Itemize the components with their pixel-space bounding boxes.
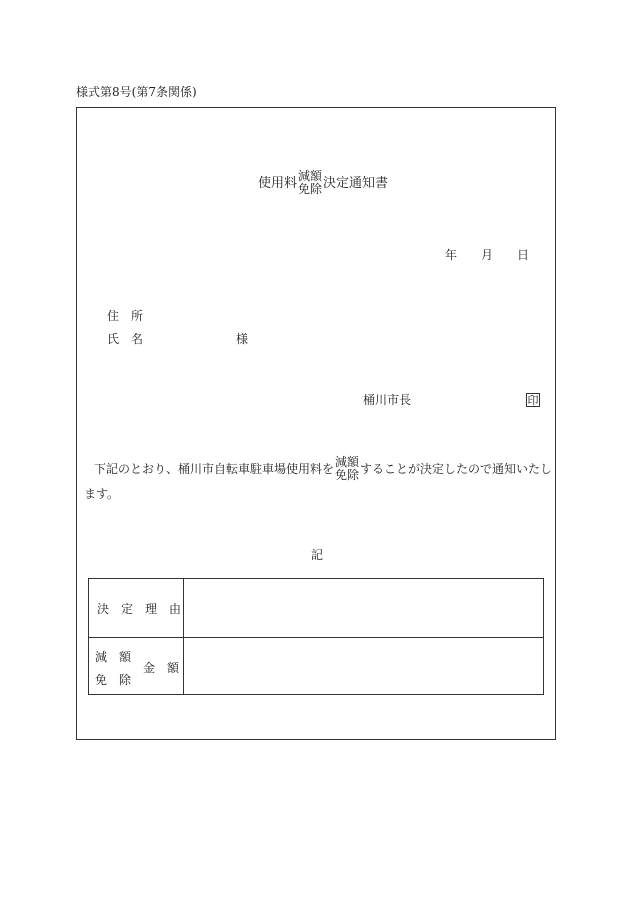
document-title (258, 170, 388, 196)
body-stack (335, 456, 359, 482)
body-stack-bottom: 免除 (335, 468, 360, 483)
title-stack-bottom: 免除 (298, 182, 323, 197)
table-row-divider (89, 637, 543, 638)
title-stack-top: 減額 (298, 169, 323, 183)
date-month: 月 (481, 248, 494, 262)
form-number: 様式第8号(第7条関係) (76, 85, 197, 99)
title-prefix: 使用料 (258, 175, 298, 191)
date-year: 年 (445, 248, 458, 262)
amount-stack-bottom: 免 除 (95, 673, 132, 687)
body-line-2: ます。 (84, 487, 120, 501)
name-label: 氏 名 (107, 332, 144, 346)
address-label: 住 所 (107, 309, 144, 323)
date-day: 日 (517, 248, 530, 262)
body-prefix: 下記のとおり、桶川市自転車駐車場使用料を (94, 462, 335, 477)
seal-mark: 印 (527, 393, 539, 407)
title-suffix: 決定通知書 (323, 175, 389, 191)
body-suffix: することが決定したので通知いたし (360, 462, 553, 477)
amount-label: 金 額 (143, 661, 180, 675)
amount-stack-top: 減 額 (95, 650, 132, 664)
honorific: 様 (236, 332, 249, 346)
decision-reason-label: 決 定 理 由 (97, 602, 182, 616)
section-mark: 記 (311, 548, 324, 562)
body-stack-top: 減額 (335, 455, 360, 469)
issuer-title: 桶川市長 (363, 393, 412, 407)
body-line-1 (94, 456, 552, 482)
table-column-divider (183, 579, 184, 694)
title-stack (298, 170, 322, 196)
details-table (88, 578, 544, 695)
